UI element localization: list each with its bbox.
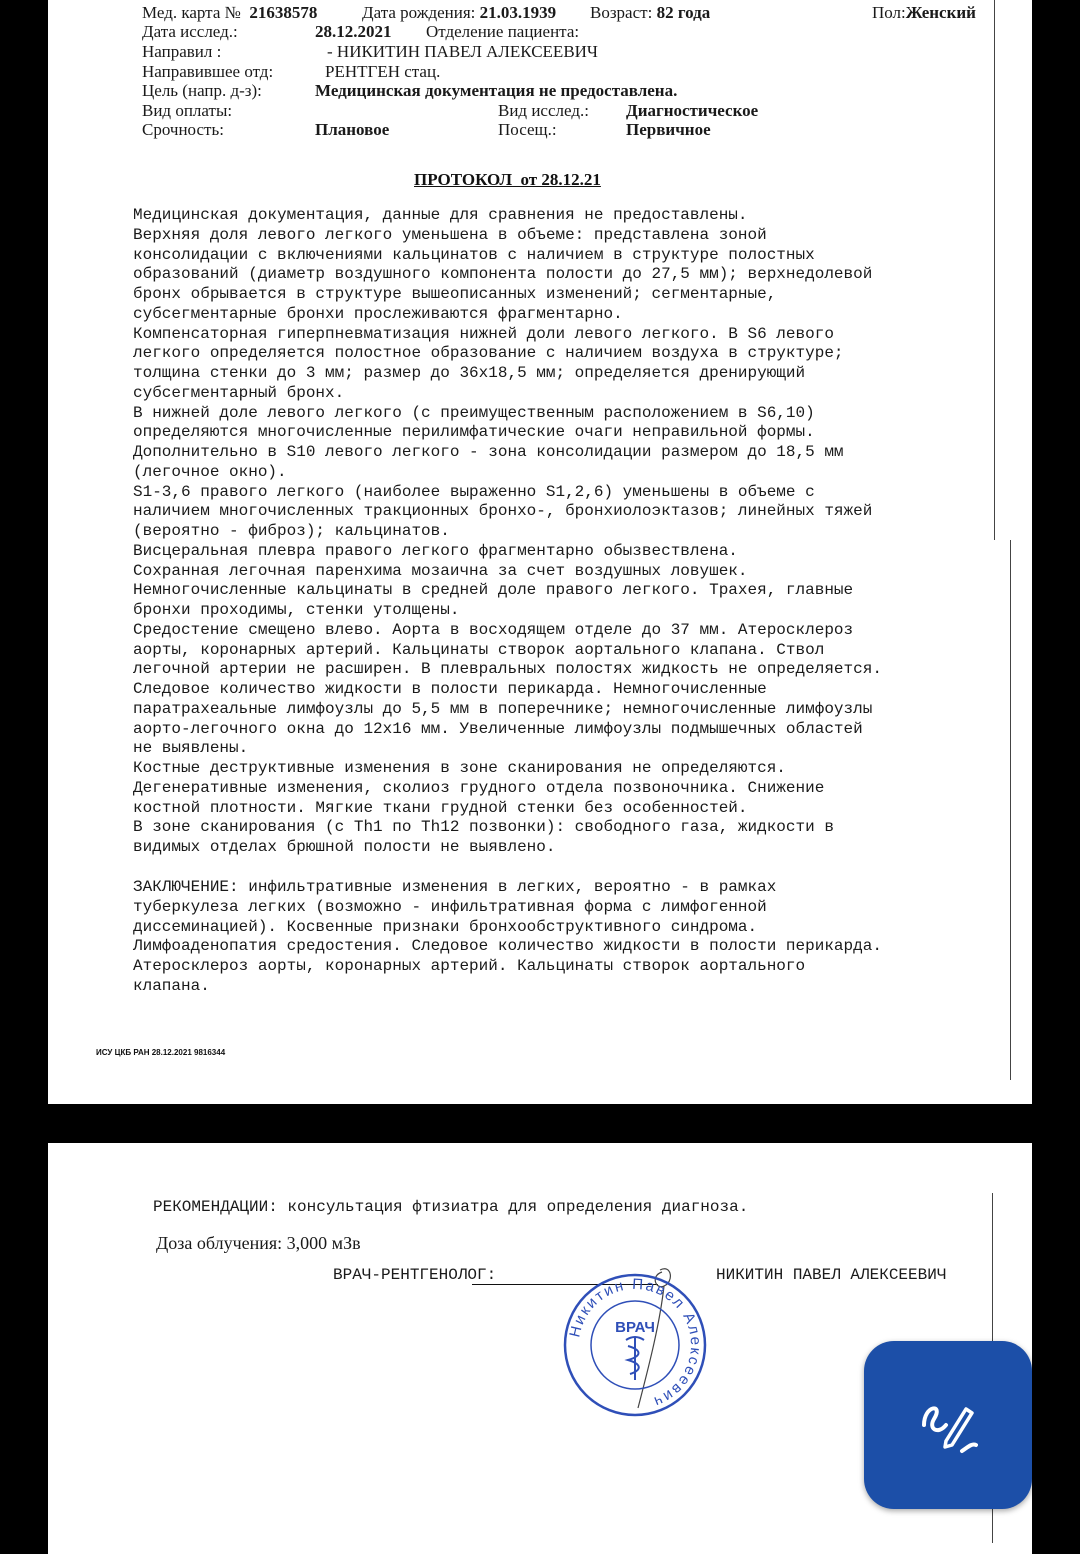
birth-date-row: Дата рождения: 21.03.1939 <box>362 3 557 22</box>
scan-edge-line <box>994 0 995 540</box>
referring-dept-label: Направившее отд: <box>142 62 274 81</box>
department-label: Отделение пациента: <box>426 22 580 41</box>
payment-label: Вид оплаты: <box>142 101 233 120</box>
visit-value: Первичное <box>626 120 711 139</box>
referred-by-value: - НИКИТИН ПАВЕЛ АЛЕКСЕЕВИЧ <box>327 42 598 61</box>
exam-type-value: Диагностическое <box>626 101 759 120</box>
exam-date-value: 28.12.2021 <box>315 22 392 41</box>
urgency-value: Плановое <box>315 120 390 139</box>
sex-row: Пол:Женский <box>872 3 976 22</box>
protocol-body: Медицинская документация, данные для сравнения не предоставлены. Верхняя доля левого легкого уменьшена в объеме: представлена зоной консолидации с включениями кальцинатов с наличием в структуре полостных образований (диаметр воздушного компонента полости до 27,5 мм); верхнедолевой бронх обрывается в структуре вышеописанных изменений; сегментарные, субсегментарные бронхи прослеживаются фрагментарно. Компенсаторная гиперпневматизация нижней доли левого легкого. В S6 левого легкого определяется полостное образование с наличием воздуха в структуре; толщина стенки до 3 мм; размер до 36х18,5 мм; определяется дренирующий субсегментарный бронх. В нижней доле левого легкого (с преимущественным расположением в S6,10) определяются многочисленные перилимфатические очаги неправильной формы. Дополнительно в S10 левого легкого - зона консолидации размером до 18,5 мм (легочное окно). S1-3,6 правого легкого (наиболее выраженно S1,2,6) уменьшены в объеме с наличием многочисленных тракционных бронхо-, бронхиолоэктазов; линейных тяжей (вероятно - фиброз); кальцинатов. Висцеральная плевра правого легкого фрагментарно обызвествлена. Сохранная легочная паренхима мозаична за счет воздушных ловушек. Немногочисленные кальцинаты в средней доле правого легкого. Трахея, главные бронхи проходимы, стенки утолщены. Средостение смещено влево. Аорта в восходящем отделе до 37 мм. Атеросклероз аорты, коронарных артерий. Кальцинаты створок аортального клапана. Ствол легочной артерии не расширен. В плевральных полостях жидкость не определяется. Следовое количество жидкости в полости перикарда. Немногочисленные паратрахеальные лимфоузлы до 5,5 мм в поперечнике; немногочисленные лимфоузлы аорто-легочного окна до 12х16 мм. Увеличенные лимфоузлы подмышечных областей не выявлены. Костные деструктивные изменения в зоне сканирования не определяются. Дегенеративные изменения, сколиоз грудного отдела позвоночника. Снижение костной плотности. Мягкие ткани грудной стенки без особенностей. В зоне сканирования (с Th1 по Th12 позвонки): свободного газа, жидкости в видимых отделах брюшной полости не выявлено. <box>133 206 882 856</box>
visit-label: Посещ.: <box>498 120 557 139</box>
age-row: Возраст: 82 года <box>590 3 711 22</box>
card-number-row: Мед. карта № 21638578 <box>142 3 318 22</box>
protocol-conclusion: ЗАКЛЮЧЕНИЕ: инфильтративные изменения в легких, вероятно - в рамках туберкулеза легких (возможно - инфильтративная форма с лимфогенной диссеминацией). Косвенные признаки бронхообструктивного синдрома. Лимфоаденопатия средостения. Следовое количество жидкости в полости перикарда. Атеросклероз аорты, коронарных артерий. Кальцинаты створок аортального клапана. <box>133 878 882 995</box>
svg-text:ВРАЧ: ВРАЧ <box>615 1319 655 1336</box>
recommendations-text: РЕКОМЕНДАЦИИ: консультация фтизиатра для определения диагноза. <box>153 1198 749 1216</box>
doctor-name: НИКИТИН ПАВЕЛ АЛЕКСЕЕВИЧ <box>716 1266 947 1284</box>
scan-edge-line <box>1010 540 1011 1080</box>
exam-type-label: Вид исслед.: <box>498 101 589 120</box>
referring-dept-value: РЕНТГЕН стац. <box>325 62 441 81</box>
edit-fab-button[interactable] <box>864 1341 1032 1509</box>
radiation-dose: Доза облучения: 3,000 мЗв <box>156 1233 361 1253</box>
doctor-label: ВРАЧ-РЕНТГЕНОЛОГ: <box>333 1266 497 1284</box>
doctor-seal-stamp <box>560 1270 710 1420</box>
edit-pen-icon <box>918 1395 978 1455</box>
exam-date-label: Дата исслед.: <box>142 22 238 41</box>
referred-by-label: Направил : <box>142 42 222 61</box>
svg-text:Никитин Павел Алексеевич: Никитин Павел Алексеевич <box>566 1275 705 1411</box>
purpose-value: Медицинская документация не предоставлена. <box>315 81 678 100</box>
protocol-title: ПРОТОКОЛ от 28.12.21 <box>414 170 601 189</box>
document-footer-id: ИСУ ЦКБ РАН 28.12.2021 9816344 <box>96 1048 226 1057</box>
purpose-label: Цель (напр. д-з): <box>142 81 262 100</box>
urgency-label: Срочность: <box>142 120 224 139</box>
